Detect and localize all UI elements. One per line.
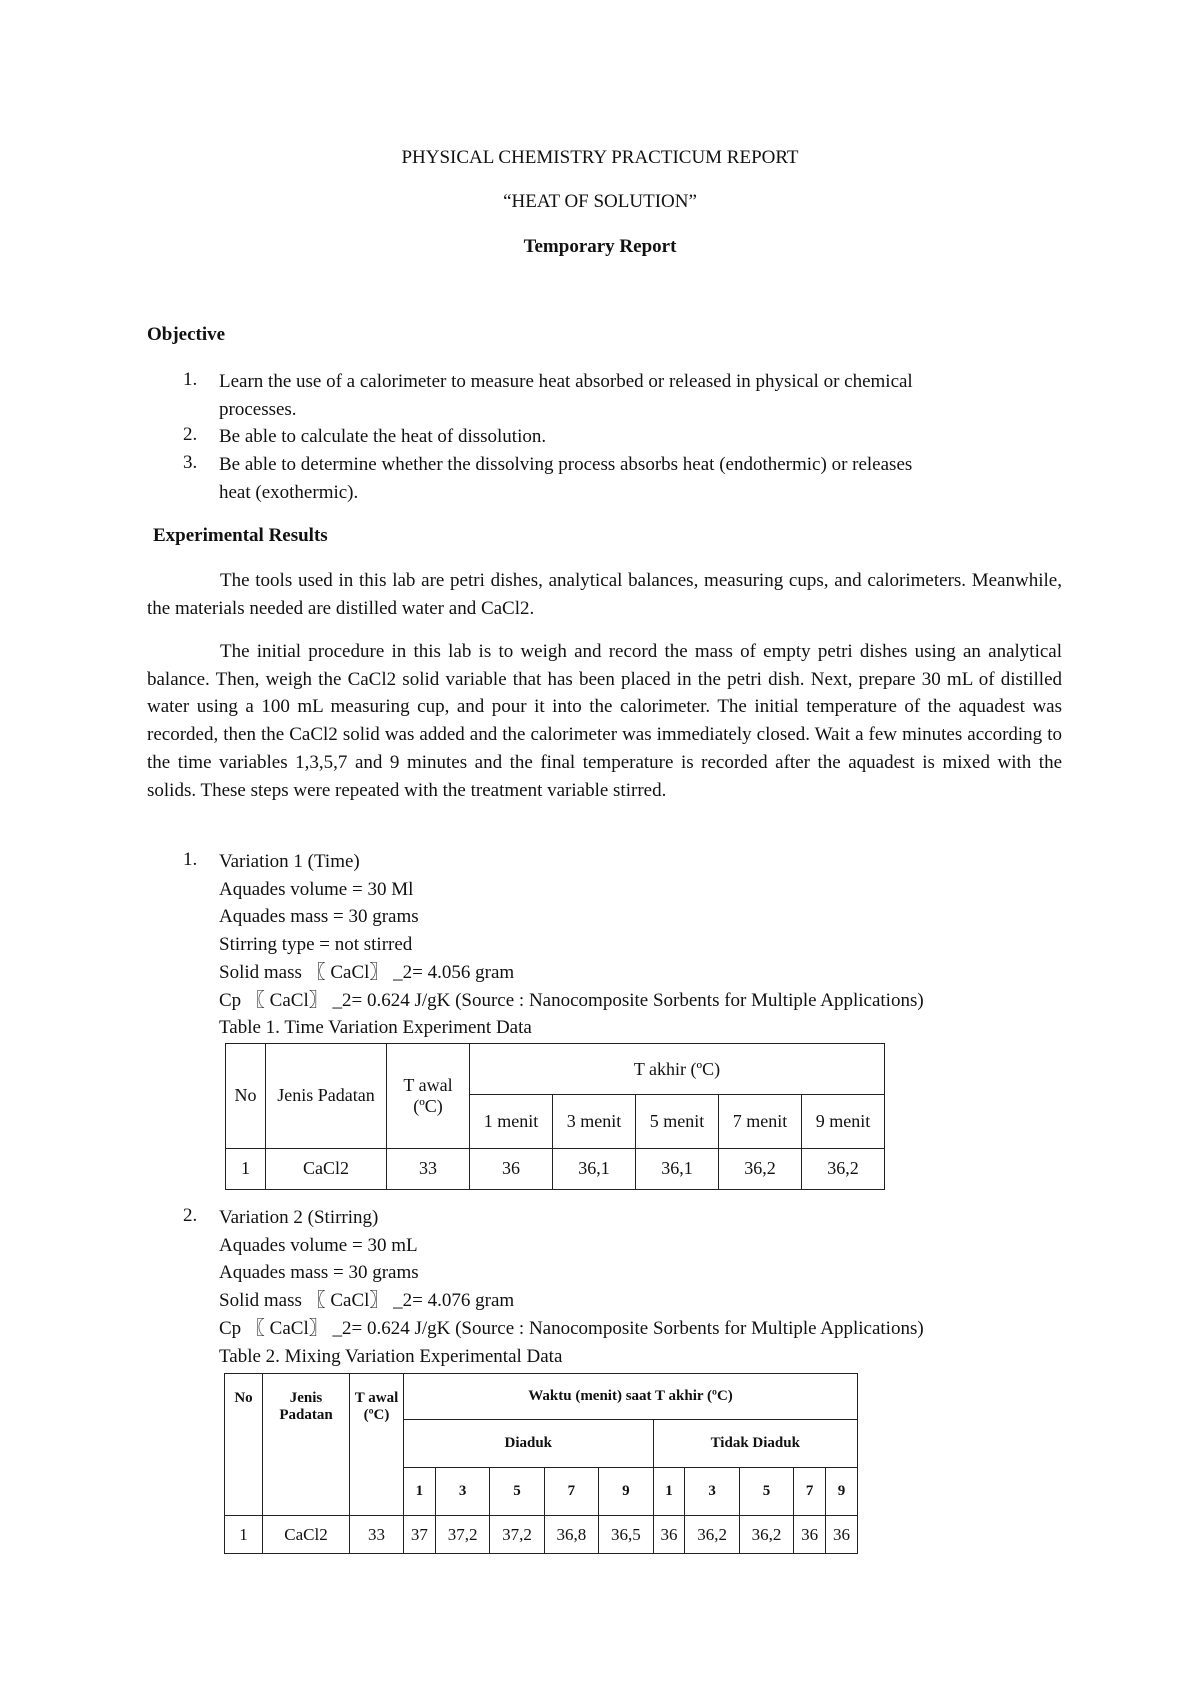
table2-header-tawal: T awal (ºC) (350, 1374, 404, 1516)
table2-cell-value: 37,2 (435, 1516, 489, 1554)
table1-header-time: 9 menit (802, 1095, 885, 1148)
table2-cell-value: 37 (404, 1516, 436, 1554)
table1-caption: Table 1. Time Variation Experiment Data (219, 1017, 532, 1039)
table-row (226, 1148, 885, 1189)
table2-header-minute: 5 (739, 1468, 793, 1516)
objective-number: 1. (183, 369, 198, 390)
table2-header-minute: 9 (599, 1468, 653, 1516)
results-heading: Experimental Results (153, 525, 328, 546)
objective-line: Learn the use of a calorimeter to measure heat absorbed or released in physical or chemical (219, 371, 913, 392)
objective-heading: Objective (147, 324, 226, 345)
objective-item (219, 368, 913, 423)
table2-header-diaduk: Diaduk (404, 1420, 654, 1468)
table2-cell-value: 36 (826, 1516, 858, 1554)
table1-cell-value: 36,1 (553, 1148, 636, 1189)
table2-header-minute: 7 (544, 1468, 598, 1516)
table1-header-tawal: T awal (ºC) (387, 1044, 470, 1149)
table2-cell-value: 37,2 (490, 1516, 544, 1554)
table1-cell-no: 1 (226, 1148, 266, 1189)
table2-header-minute: 9 (826, 1468, 858, 1516)
variation2-line: Cp 〖 CaCl〗 _2= 0.624 J/gK (Source : Nanocomposite Sorbents for Multiple Applications) (219, 1317, 924, 1339)
table2-header-minute: 3 (435, 1468, 489, 1516)
variation1-line: Aquades volume = 30 Ml (219, 878, 414, 900)
table1-cell-value: 36,2 (802, 1148, 885, 1189)
table2-header-tidak-diaduk: Tidak Diaduk (653, 1420, 857, 1468)
table1-header-time: 1 menit (470, 1095, 553, 1148)
table1-header-time: 7 menit (719, 1095, 802, 1148)
results-paragraph-procedure: The initial procedure in this lab is to weigh and record the mass of empty petri dishes using an analytical balance. Then, weigh the CaCl2 solid variable that has been placed in the petri dish. Next, prepare 30 mL of distilled water using a 100 mL measuring cup, and pour it into the calorimeter. The initial temperature of the aquadest was recorded, then the CaCl2 solid was added and the calorimeter was immediately closed. Wait a few minutes according to the time variables 1,3,5,7 and 9 minutes and the final temperature is recorded after the aquadest is mixed with the solids. These steps were repeated with the treatment variable stirred. (147, 641, 1062, 801)
table1 (225, 1043, 885, 1190)
table2 (224, 1373, 858, 1554)
table1-header-time: 3 menit (553, 1095, 636, 1148)
table2-cell-value: 36,8 (544, 1516, 598, 1554)
table1-header-jenis: Jenis Padatan (266, 1044, 387, 1149)
results-paragraph-tools: The tools used in this lab are petri dishes, analytical balances, measuring cups, and calorimeters. Meanwhile, the materials needed are distilled water and CaCl2. (147, 570, 1062, 619)
variation-number: 1. (183, 849, 198, 870)
objective-number: 2. (183, 424, 198, 445)
table1-header-time: 5 menit (636, 1095, 719, 1148)
objective-item (219, 451, 912, 506)
table2-cell-value: 36 (653, 1516, 685, 1554)
table2-cell-no: 1 (225, 1516, 263, 1554)
objective-item: Be able to calculate the heat of dissolution. (219, 426, 547, 447)
variation1-line: Solid mass 〖 CaCl〗 _2= 4.056 gram (219, 961, 515, 983)
table1-header-no: No (226, 1044, 266, 1149)
table2-cell-jenis: CaCl2 (263, 1516, 350, 1554)
table1-cell-value: 36,2 (719, 1148, 802, 1189)
table1-header-takhir: T akhir (ºC) (470, 1044, 885, 1095)
table2-header-minute: 5 (490, 1468, 544, 1516)
table2-header-no: No (225, 1374, 263, 1516)
variation1-details (219, 848, 924, 1042)
table2-header-minute: 1 (653, 1468, 685, 1516)
table1-cell-value: 36,1 (636, 1148, 719, 1189)
objective-number: 3. (183, 452, 198, 473)
table2-caption: Table 2. Mixing Variation Experimental Data (219, 1345, 563, 1367)
objective-line: heat (exothermic). (219, 481, 359, 503)
report-title: PHYSICAL CHEMISTRY PRACTICUM REPORT (401, 147, 799, 168)
variation-number: 2. (183, 1205, 198, 1226)
table2-header-minute: 3 (685, 1468, 739, 1516)
table2-cell-value: 36,5 (599, 1516, 653, 1554)
variation2-title: Variation 2 (Stirring) (219, 1207, 379, 1228)
table2-cell-value: 36,2 (685, 1516, 739, 1554)
variation1-line: Aquades mass = 30 grams (219, 906, 419, 928)
report-type: Temporary Report (523, 236, 677, 257)
variation2-line: Solid mass 〖 CaCl〗 _2= 4.076 gram (219, 1290, 515, 1312)
variation2-details (219, 1204, 924, 1370)
variation1-line: Stirring type = not stirred (219, 934, 413, 956)
variation1-title: Variation 1 (Time) (219, 851, 360, 872)
variation2-line: Aquades volume = 30 mL (219, 1234, 418, 1256)
table2-header-waktu: Waktu (menit) saat T akhir (ºC) (404, 1374, 858, 1420)
table2-cell-tawal: 33 (350, 1516, 404, 1554)
table2-cell-value: 36,2 (739, 1516, 793, 1554)
variation1-line: Cp 〖 CaCl〗 _2= 0.624 J/gK (Source : Nanocomposite Sorbents for Multiple Applications) (219, 989, 924, 1011)
table2-cell-value: 36 (794, 1516, 826, 1554)
table-row (225, 1516, 858, 1554)
table2-header-minute: 7 (794, 1468, 826, 1516)
report-subtitle: “HEAT OF SOLUTION” (503, 191, 697, 212)
table2-header-minute: 1 (404, 1468, 436, 1516)
objective-line: Be able to determine whether the dissolving process absorbs heat (endothermic) or releases (219, 454, 913, 475)
table2-header-jenis: Jenis Padatan (263, 1374, 350, 1516)
objective-line: processes. (219, 398, 297, 420)
variation2-line: Aquades mass = 30 grams (219, 1262, 419, 1284)
table1-cell-tawal: 33 (387, 1148, 470, 1189)
table1-cell-value: 36 (470, 1148, 553, 1189)
table1-cell-jenis: CaCl2 (266, 1148, 387, 1189)
